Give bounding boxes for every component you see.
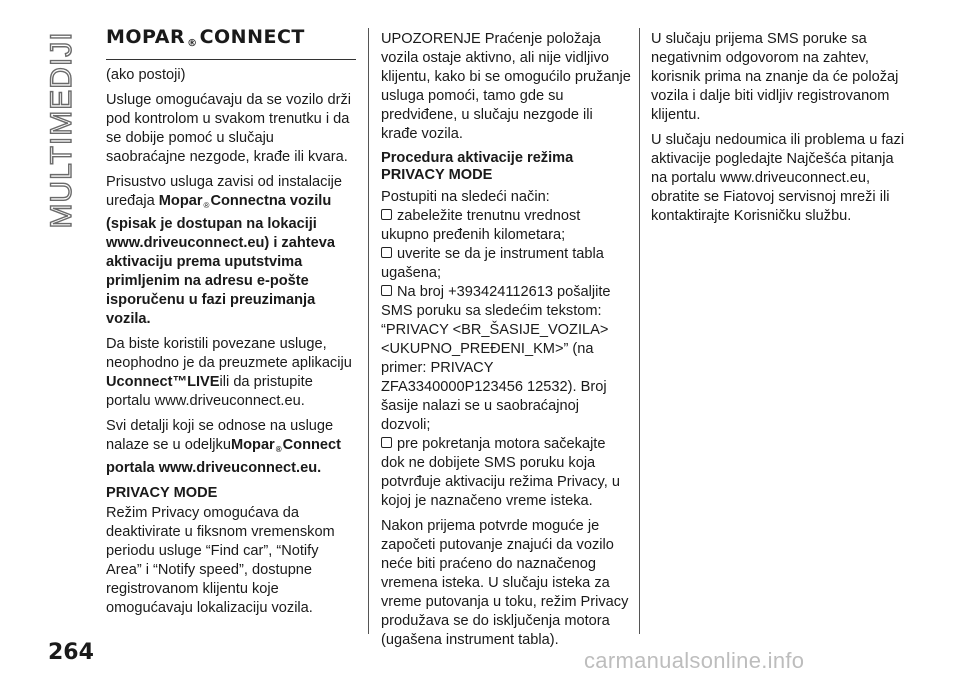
paragraph: U slučaju nedoumica ili problema u fazi aktivacije pogledajte Najčešća pitanja na portalu www.driveuconnect.eu, obratite se Fiatovoj servisnoj mreži ili kontaktirajte Korisničku službu. [651,132,905,224]
column-1 [106,26,356,624]
column-3 [651,30,906,232]
checkbox-bullet-icon [381,437,392,448]
heading-mopar: MOPAR [106,26,186,48]
paragraph: Nakon prijema potvrde moguće je započeti putovanje znajući da vozilo neće biti praćeno do naznačenog vremena isteka. U slučaju isteka za vreme putovanja u toku, režim Privacy produžava se do isključenja motora (ugašena instrument tabla). [381,518,629,648]
column-2 [381,30,631,656]
subheading-privacy-mode: PRIVACY MODE [106,485,218,501]
paragraph: Režim Privacy omogućava da deaktivirate u fiksnom vremenskom periodu usluge “Find car”, “Notify Area” i “Notify speed”, dostupne registrovanom klijentu koje omogućavaju lokalizaciju vozila. [106,505,335,616]
section-tab [42,31,82,229]
column-divider [368,28,369,634]
paragraph: U slučaju prijema SMS poruke sa negativnim odgovorom na zahtev, korisnik prima na znanje da će položaj vozila i dalje biti vidljiv registrovanom klijentu. [651,31,899,123]
section-tab-label: MULTIMEDIJI [45,31,78,229]
heading-connect: CONNECT [199,26,305,48]
list-item: Na broj +393424112613 pošaljite SMS poruku sa sledećim tekstom: “PRIVACY <BR_ŠASIJE_VOZILA> <UKUPNO_PREĐENI_KM>” (na primer: PRIVACY ZFA3340000P123456 12532). Broj šasije nalazi se u saobraćajnoj dozvoli; [381,284,611,433]
warning-paragraph: UPOZORENJE Praćenje položaja vozila ostaje aktivno, ali nije vidljivo klijentu, kako bi se omogućilo pružanje usluga pomoći, tamo gde su predviđene, u slučaju nezgode ili krađe vozila. [381,31,631,142]
availability-note: (ako postoji) [106,67,186,83]
subheading-activation-procedure: Procedura aktivacije režima PRIVACY MODE [381,150,574,183]
bullet-list [381,207,631,511]
paragraph: Postupiti na sledeći način: [381,189,550,205]
page-number: 264 [48,640,94,665]
list-item: zabeležite trenutnu vrednost ukupno pređenih kilometara; [381,208,581,243]
paragraph: Usluge omogućavaju da se vozilo drži pod kontrolom u svakom trenutku i da se dobije pomoć u slučaju saobraćajne nezgode, krađe ili kvara. [106,92,351,165]
registered-symbol: ® [187,38,198,49]
checkbox-bullet-icon [381,209,392,220]
column-divider [639,28,640,634]
checkbox-bullet-icon [381,247,392,258]
section-heading [106,26,356,60]
checkbox-bullet-icon [381,285,392,296]
paragraph: Prisustvo usluga zavisi od instalacije uređaja Mopar$_®$Connectna vozilu (spisak je dostupan na lokaciji www.driveuconnect.eu) i zahteva aktivaciju prema uputstvima primljenim na adresu e-pošte isporučenu u fazi preuzimanja vozila. [106,174,343,327]
list-item: uverite se da je instrument tabla ugašena; [381,246,604,281]
paragraph: Da biste koristili povezane usluge, neophodno je da preuzmete aplikaciju Uconnect™LIVEili da pristupite portalu www.driveuconnect.eu. [106,336,352,409]
watermark: carmanualsonline.info [584,648,805,673]
paragraph: Svi detalji koji se odnose na usluge nalaze se u odeljkuMopar$_®$Connect portala www.driveuconnect.eu. [106,418,342,476]
list-item: pre pokretanja motora sačekajte dok ne dobijete SMS poruku koja potvrđuje aktivaciju režima Privacy, u kojoj je naznačeno vreme isteka. [381,436,620,509]
